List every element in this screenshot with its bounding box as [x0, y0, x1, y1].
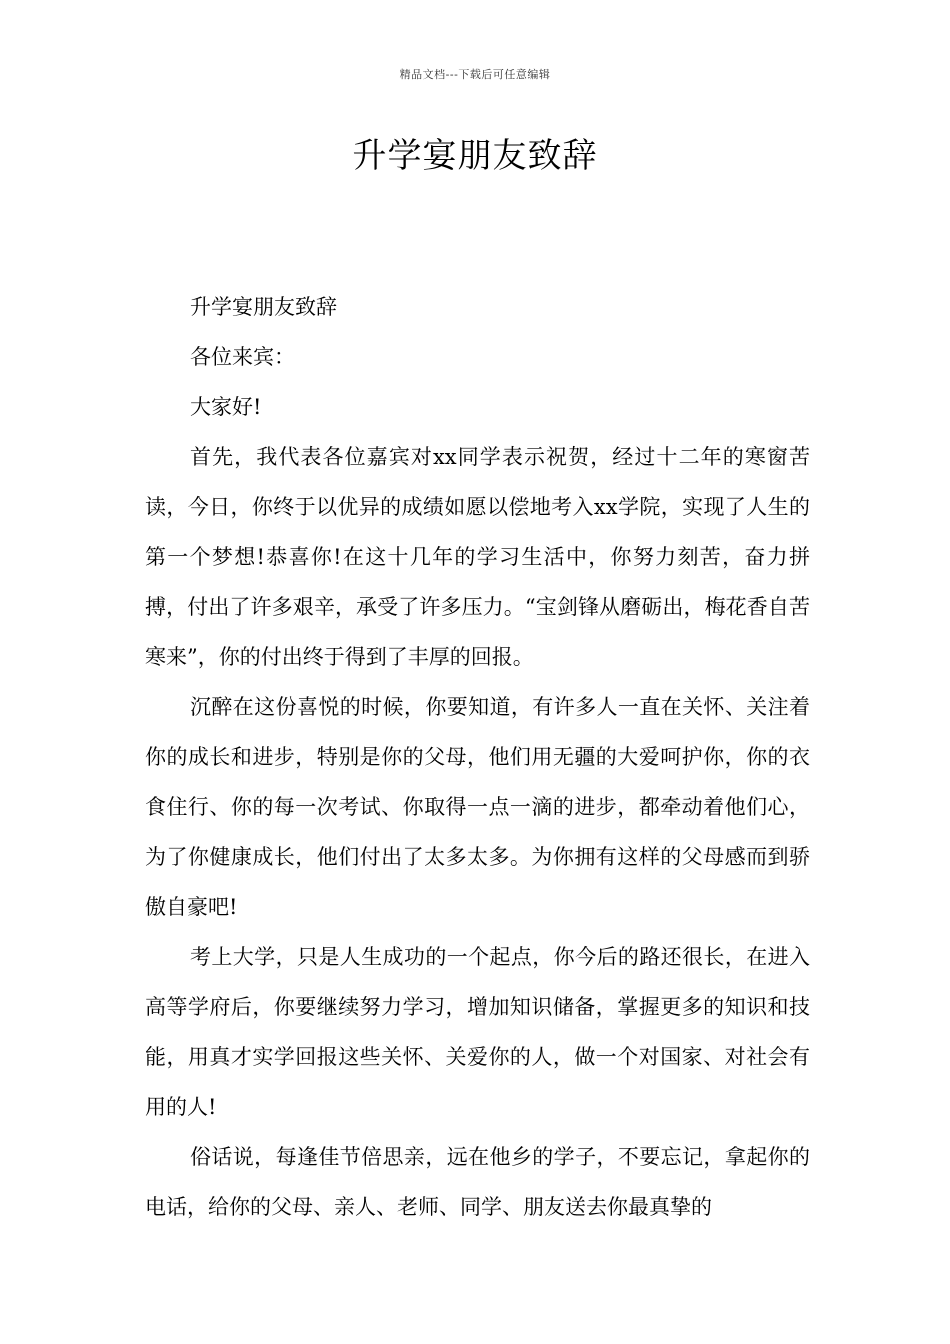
header-note: 精品文档---下载后可任意编辑: [399, 68, 551, 81]
paragraph-parents: 沉醉在这份喜悦的时候，你要知道，有许多人一直在关怀、关注着你的成长和进步，特别是你的父母，他们用无疆的大爱呵护你，你的衣食住行、你的每一次考试、你取得一点一滴的进步，都牵动着他们心，为了你健康成长，他们付出了太多太多。为你拥有这样的父母感而到骄傲自豪吧!: [145, 695, 810, 919]
paragraph-greeting: 大家好!: [190, 395, 262, 419]
paragraph-university: 考上大学，只是人生成功的一个起点，你今后的路还很长，在进入高等学府后，你要继续努力学习，增加知识储备，掌握更多的知识和技能，用真才实学回报这些关怀、关爱你的人，做一个对国家、对社会有用的人!: [145, 945, 810, 1119]
paragraph-subtitle: 升学宴朋友致辞: [190, 295, 337, 319]
document-title: 升学宴朋友致辞: [352, 136, 598, 176]
paragraph-salutation: 各位来宾：: [190, 345, 295, 369]
paragraph-homesick: 俗话说，每逢佳节倍思亲，远在他乡的学子，不要忘记，拿起你的电话，给你的父母、亲人、老师、同学、朋友送去你最真挚的: [145, 1145, 810, 1219]
document-body: [145, 282, 810, 1232]
paragraph-congratulations: 首先，我代表各位嘉宾对xx同学表示祝贺，经过十二年的寒窗苦读，今日，你终于以优异的成绩如愿以偿地考入xx学院，实现了人生的第一个梦想!恭喜你!在这十几年的学习生活中，你努力刻苦，奋力拼搏，付出了许多艰辛，承受了许多压力。“宝剑锋从磨砺出，梅花香自苦寒来”，你的付出终于得到了丰厚的回报。: [145, 445, 810, 669]
